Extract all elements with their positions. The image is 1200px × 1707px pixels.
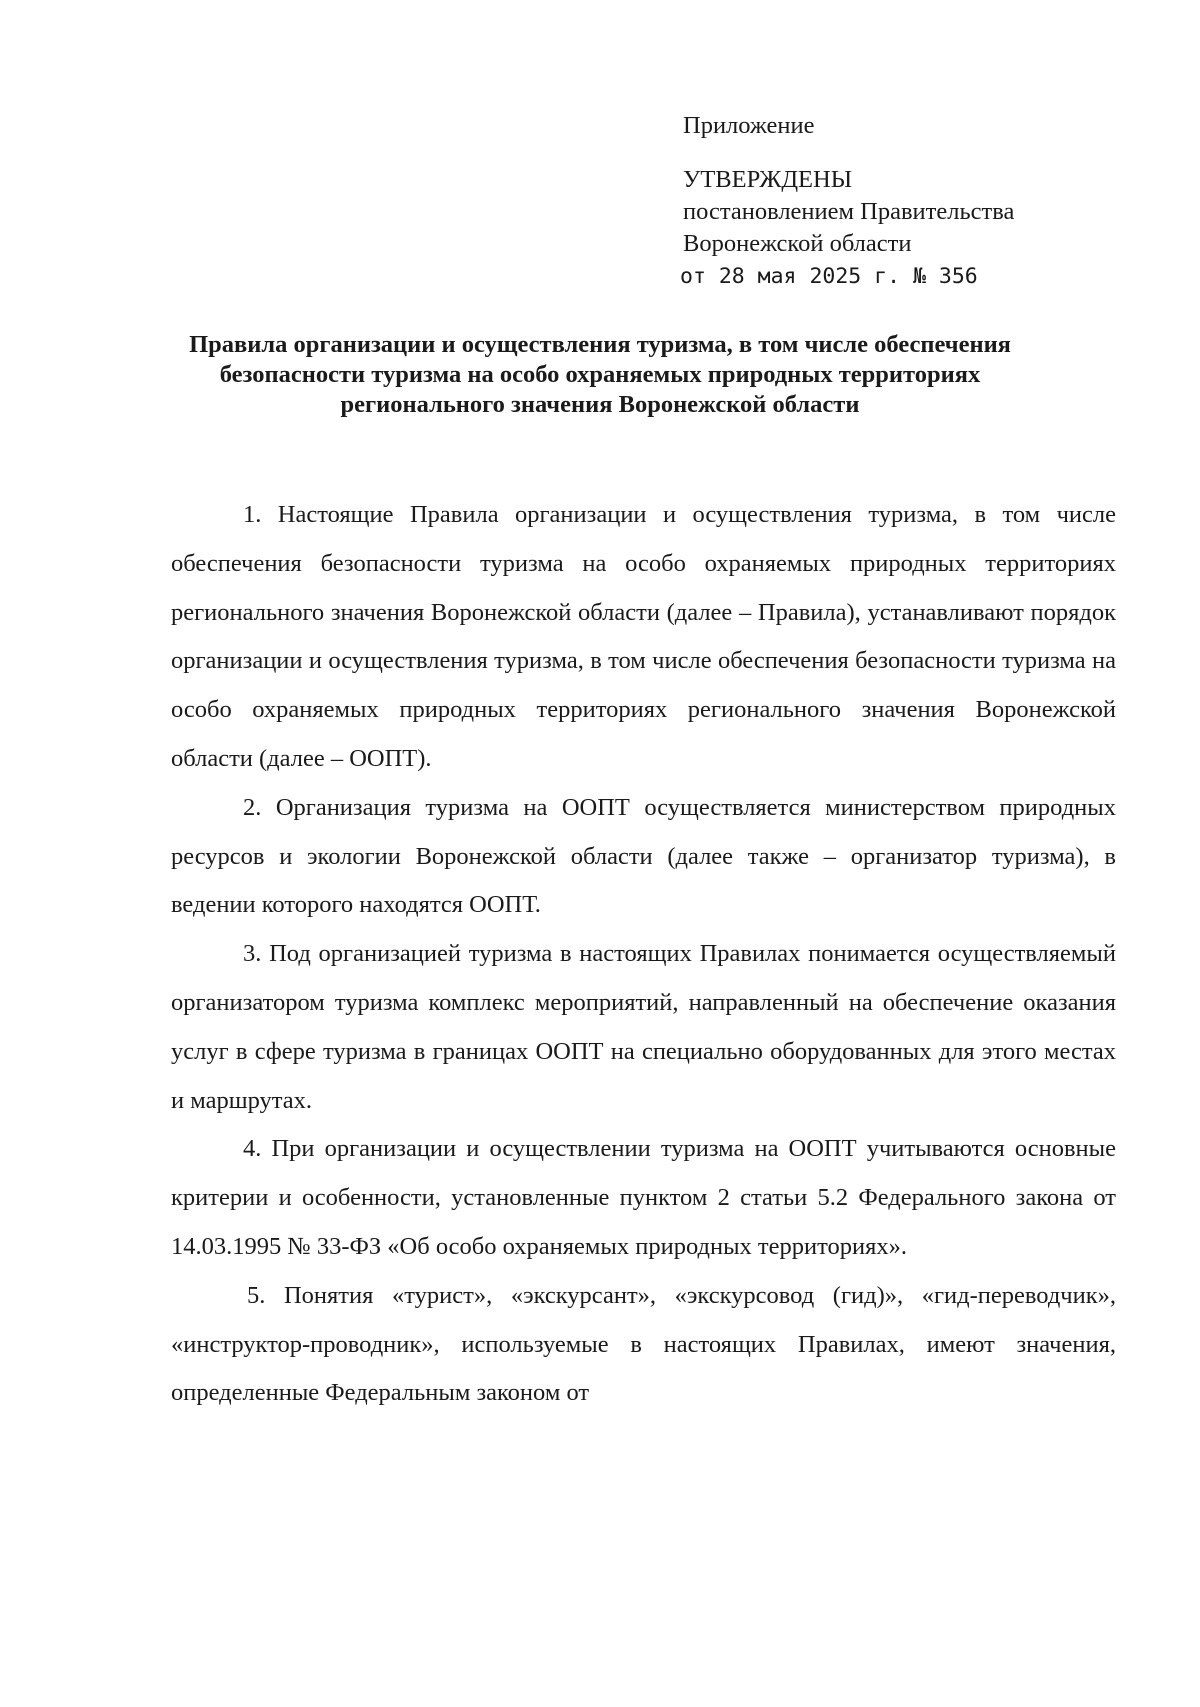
paragraph-1: 1. Настоящие Правила организации и осуществления туризма, в том числе обеспечения безопасности туризма на особо охраняемых природных территориях регионального значения Воронежской области (далее – Правила), устанавливают порядок организации и осуществления туризма, в том числе обеспечения безопасности туризма на особо охраняемых природных территориях регионального значения Воронежской области (далее – ООПТ). [171,501,1116,772]
approved-by-line: постановлением Правительства [683,198,1015,225]
paragraph-3: 3. Под организацией туризма в настоящих Правилах понимается осуществляемый организатором туризма комплекс мероприятий, направленный на обеспечение оказания услуг в сфере туризма в границах ООПТ на специально оборудованных для этого местах и маршрутах. [171,940,1116,1114]
resolution-date: от 28 мая 2025 г. № 356 [680,264,978,289]
paragraph-4: 4. При организации и осуществлении туризма на ООПТ учитываются основные критерии и особенности, установленные пунктом 2 статьи 5.2 Федерального закона от 14.03.1995 № 33-ФЗ «Об особо охраняемых природных территориях». [171,1135,1116,1260]
annex-label: Приложение [683,112,815,139]
paragraph-2: 2. Организация туризма на ООПТ осуществляется министерством природных ресурсов и экологии Воронежской области (далее также – организатор туризма), в ведении которого находятся ООПТ. [171,793,1116,919]
approval-block [680,110,1143,292]
document-title: Правила организации и осуществления туризма, в том числе обеспечения безопасности туризма на особо охраняемых природных территориях регионального значения Воронежской области [189,331,1011,418]
document-body [171,491,1116,1418]
approved-region-line: Воронежской области [683,230,912,257]
paragraph-5: 5. Понятия «турист», «экскурсант», «экскурсовод (гид)», «гид-переводчик», «инструктор-проводник», используемые в настоящих Правилах, имеют значения, определенные Федеральным законом от [171,1281,1116,1407]
approved-label: УТВЕРЖДЕНЫ [683,166,853,193]
